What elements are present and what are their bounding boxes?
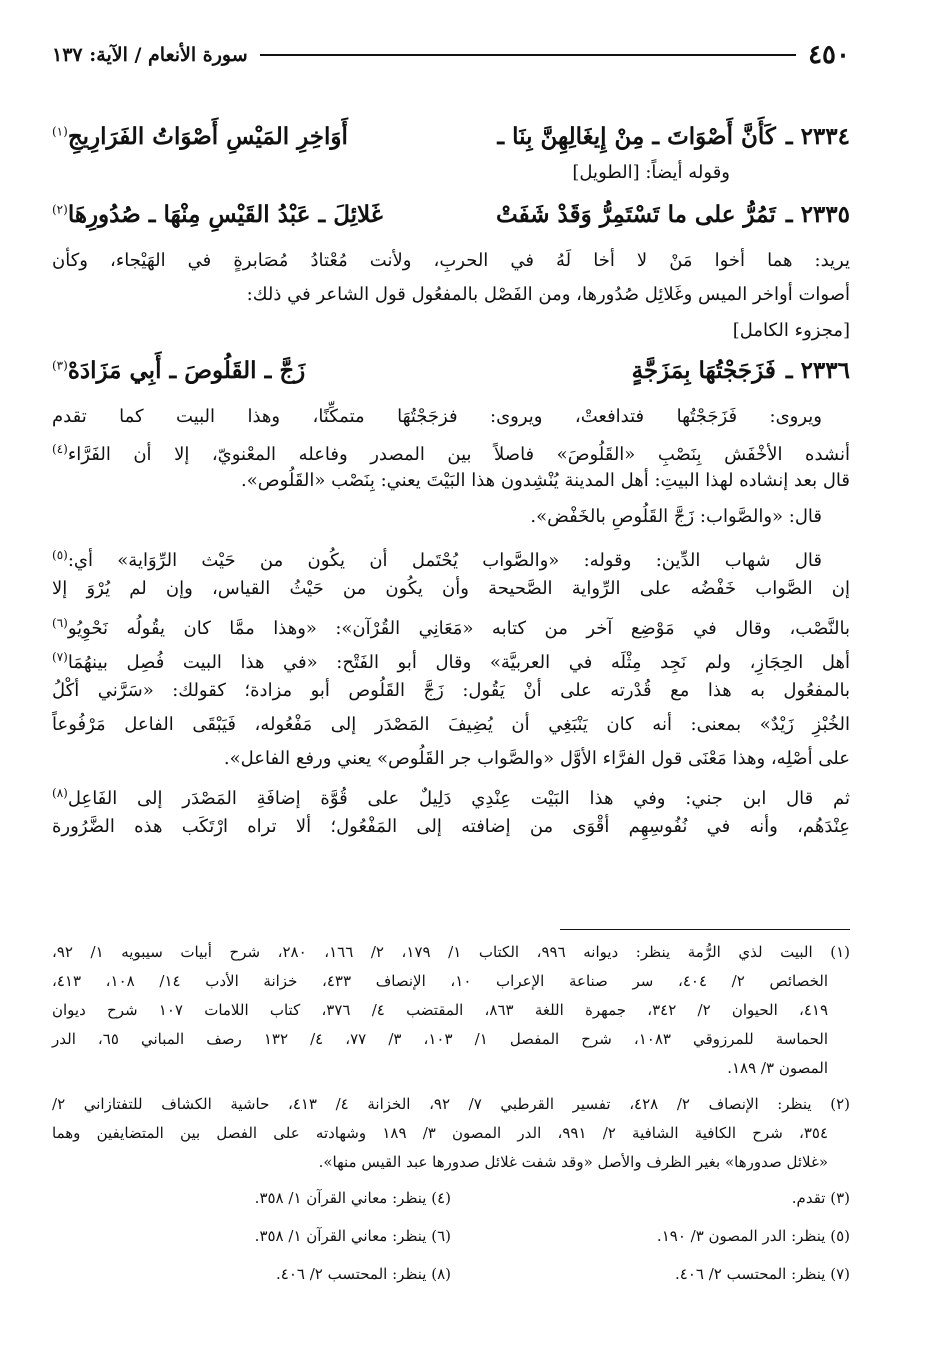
verse-2334 [52,116,850,156]
verse-hemistich-text: زَجَّ ـ القَلُوصَ ـ أَبِي مَزَادَهْ [67,356,306,384]
footnote-marker: (٤) [52,442,68,456]
verse-number: ٢٣٣٤ ـ [785,122,850,150]
body-line-text: ثم قال ابن جني: وفي هذا البَيْت عِنْدِي دَلِيلٌ على قُوَّة إضافَةِ المَصْدَر إلى الفَاعِل [67,788,850,809]
footnote-marker: (٨) [52,786,68,800]
footnote-row [52,1260,850,1288]
body-line: عِنْدَهُم، وأنه في نُفُوسِهِم أقْوَى من إضافته إلى المَفْعُول؛ ألا تراه ارْتَكَب هذه الضَّرُورة [52,816,850,837]
footnote-marker: (٦) [52,616,68,630]
meter-line [52,316,850,346]
body-line-text: أنشده الأخْفَش بِنَصْبِ «القَلُوصَ» فاصلاً بين المصدر وفاعله المعْنويّ، إلا أن الفَرَّاء [67,444,850,465]
body-line [52,540,850,570]
surah-reference: سورة الأنعام / الآية: ١٣٧ [52,44,248,66]
footnote-rule [560,929,850,930]
body-line: إن الصَّواب خَفْضُه على الرِّواية الصَّحيحة وأن يكُون من حَيْثُ القياس، وإن لم يُرْوَ إلا [52,578,850,599]
footnote-1-line: الخصائص ٢/ ٤٠٤، سر صناعة الإعراب ١٠، الإنصاف ٤٣٣، خزانة الأدب ١٤/ ١٠٨، ٤١٣، [52,972,829,990]
footnote-5: (٥) ينظر: الدر المصون ٣/ ١٩٠. [656,1227,850,1245]
body-line: بالمفعُول به هذا مع قُدْرته على أنْ يَقُول: زَجَّ القَلُوص أبو مزادة؛ كقولك: «سَرَّني أكْلُ [52,680,850,701]
footnote-4: (٤) ينظر: معاني القرآن ١/ ٣٥٨. [254,1189,451,1207]
body-line: الخُبْزِ زَيْدٌ» بمعنى: أنه كان يَنْبَغِي أن يُضِيفَ المَصْدَر إلى مَفْعُوله، فَيَبْقَى الفاعل مَرْفُوعاً [52,714,850,735]
verse-hemistich-second [52,357,414,384]
footnote-2-line: ٣٥٤، شرح الكافية الشافية ٢/ ٩٩١، الدر المصون ٣/ ١٨٩ وشهادته على الفصل بين المتضايفين وهما [52,1124,828,1142]
footnote-3: (٣) تقدم. [791,1189,850,1207]
body-line: قال بعد إنشاده لهذا البيتِ: أهل المدينة يُنْشِدون هذا البَيْتَ يعني: بِنَصْب «القَلُوص». [241,470,850,491]
footnote-row [52,1184,850,1212]
verse-2336 [52,350,850,390]
body-line: قال: «والصَّواب: زَجَّ القَلُوصِ بالخَفْض». [530,506,822,527]
meter-label: [مجزوء الكامل] [732,320,850,341]
footnote-marker: (٥) [52,548,68,562]
running-header [52,34,850,76]
verse-number: ٢٣٣٦ ـ [785,356,850,384]
footnote-marker: (٧) [52,650,68,664]
verse-hemistich-second [52,201,414,228]
verse-hemistich-first: تَمُرُّ على ما تَسْتَمِرُّ وَقَدْ شَفَتْ [496,200,776,228]
verse-hemistich-text: غَلائِلَ ـ عَبْدُ القَيْسِ مِنْهَا ـ صُدُورِهَا [67,200,383,228]
body-line: أصوات أواخر الميس وغَلائِل صُدُورها، ومن الفَصْل بالمفعُول قول الشاعر في ذلك: [246,284,850,305]
body-line: ويروى: فَزَجَجْتُها فتدافعتْ، ويروى: فزجَجْتُهَا متمكِّنًا، وهذا البيت كما تقدم [52,406,822,427]
body-line-text: قال شهاب الدِّين: وقوله: «والصَّواب يُحْتَمل أن يكُون من حَيْث الرِّوَاية» أي: [67,550,822,571]
verse-2335 [52,194,850,234]
body-line [52,642,850,672]
footnote-2-line: (٢) ينظر: الإنصاف ٢/ ٤٢٨، تفسير القرطبي ٧/ ٩٢، الخزانة ٤/ ٤١٣، حاشية الكشاف للتفتازاني ٢/ [52,1095,850,1113]
footnote-1-line: المصون ٣/ ١٨٩. [727,1059,828,1077]
book-page [52,34,850,1334]
footnote-2-line: «غلائل صدورها» بغير الظرف والأصل «وقد شفت غلائل صدورها عبد القيس منها». [318,1153,828,1171]
page-number: ٤٥٠ [808,40,850,70]
footnote-marker: (١) [51,123,68,138]
body-line: يريد: هما أخوا مَنْ لا أخا لَهُ في الحربِ، ولأنت مُعْتادُ مُصَابرةٍ في الهَيْجاء، وكأن [52,250,850,271]
body-line [52,608,850,638]
body-line [52,778,850,808]
footnote-6: (٦) ينظر: معاني القرآن ١/ ٣٥٨. [254,1227,451,1245]
body-line: على أصْلِه، وهذا مَعْنَى قول الفرَّاء الأوَّل «والصَّواب جر القَلُوص» يعني ورفع الفاعل». [223,748,850,769]
footnote-marker: (٣) [51,357,68,372]
footnote-8: (٨) ينظر: المحتسب ٢/ ٤٠٦. [276,1265,451,1283]
meter-line: وقوله أيضاً: [الطويل] [572,162,730,183]
footnote-1-line: (١) البيت لذي الرُّمة ينظر: ديوانه ٩٩٦، الكتاب ١/ ١٧٩، ٢/ ١٦٦، ٢٨٠، شرح أبيات سيبويه ١/ ٩٢، [52,943,851,961]
body-line-text: أهل الحِجَازِ، ولم نَجِد مِثْلَه في العربيَّة» وقال أبو الفَتْح: «في هذا البيت فُصِل بينهُمَا [67,652,850,673]
verse-hemistich-first: كَأَنَّ أَصْوَاتَ ـ مِنْ إِيغَالِهِنَّ بِنَا ـ [497,122,776,150]
body-line-text: بالنَّصْب، وقال في مَوْضِع آخر من كتابه «مَعَانِي القُرْآن»: «وهذا ممَّا كان يقُولُه نَحْوِيُو [67,618,850,639]
footnote-7: (٧) ينظر: المحتسب ٢/ ٤٠٦. [675,1265,850,1283]
footnote-row [52,1222,850,1250]
verse-number: ٢٣٣٥ ـ [785,200,850,228]
header-rule [260,54,796,56]
verse-hemistich-text: أَوَاخِرِ المَيْسِ أَصْوَاتُ الفَرَارِيجِ [67,122,348,150]
verse-hemistich-second [52,123,414,150]
footnote-1-line: الحماسة للمرزوقي ١٠٨٣، شرح المفصل ١/ ١٠٣، ٣/ ٧٧، ٤/ ١٣٢ رصف المباني ٦٥، الدر [52,1030,829,1048]
body-line [52,434,850,464]
footnote-1-line: ٤١٩، الحيوان ٢/ ٣٤٢، جمهرة اللغة ٨٦٣، المقتضب ٤/ ٣٧٦، كتاب اللامات ١٠٧ شرح ديوان [52,1001,829,1019]
footnote-marker: (٢) [51,201,68,216]
verse-hemistich-first: فَزَجَجْتُهَا بِمَزَجَّةٍ [631,356,776,384]
